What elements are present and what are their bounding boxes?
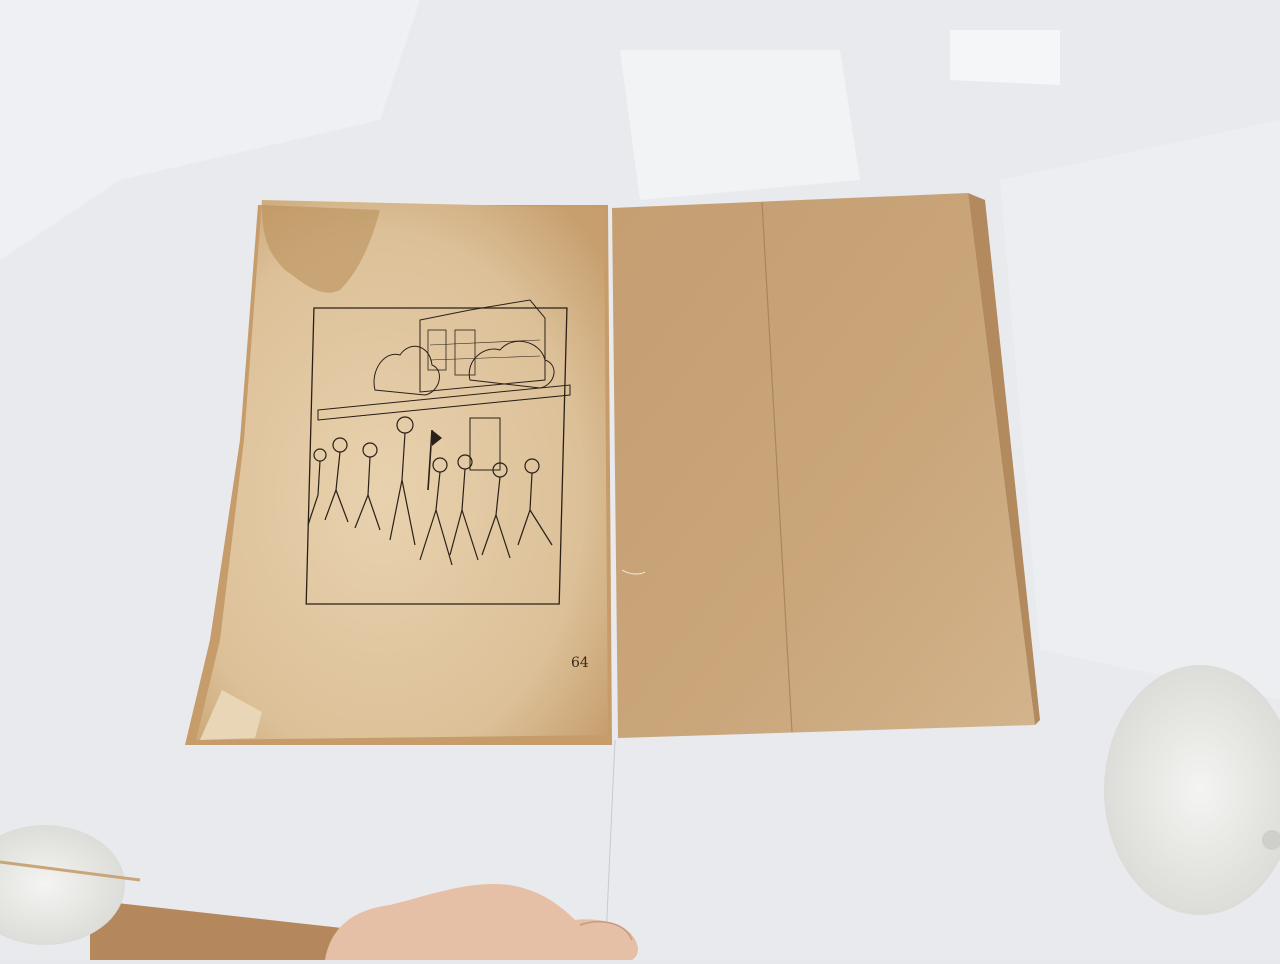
left-page [196,200,608,740]
backdrop-fold-right [1000,120,1280,700]
page-number: 64 [571,655,589,671]
backdrop-sheet [620,50,860,200]
right-cover [612,193,1035,738]
backdrop-label [950,30,1060,85]
